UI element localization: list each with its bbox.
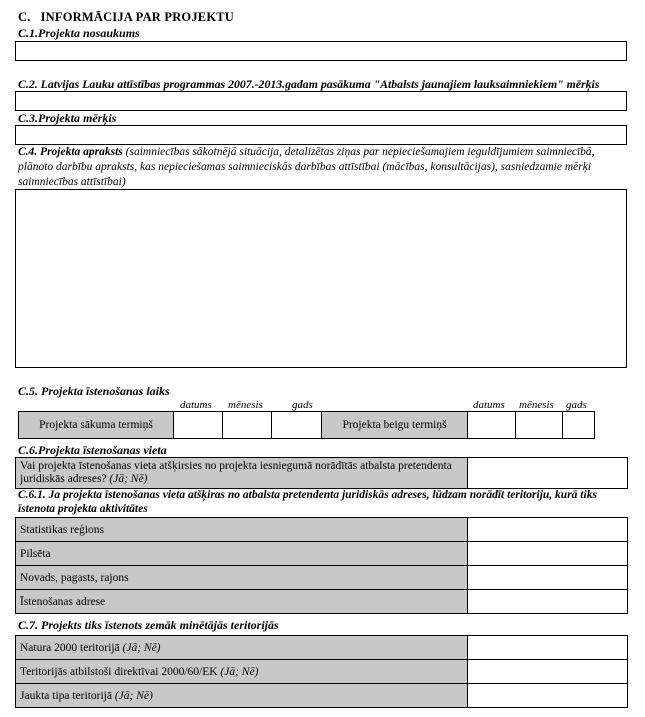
c61-row-label: Pilsēta [16, 542, 468, 566]
c6-label: C.6.Projekta īstenošanas vieta [18, 443, 167, 457]
c5-timeline-table [18, 411, 595, 439]
c7-label: C.7. Projekts tiks īstenots zemāk minētājās teritorijās [18, 618, 279, 632]
c5-end-month-header: mēnesis [519, 399, 554, 411]
c4-label-paragraph [18, 145, 618, 190]
c5-start-year-header: gads [292, 399, 313, 411]
c6-table [15, 457, 628, 489]
c5-start-day-cell[interactable] [174, 412, 223, 439]
c7-natura-cell[interactable] [468, 636, 628, 660]
c61-address-cell[interactable] [468, 590, 628, 614]
c7-row-label: Natura 2000 teritorijā (Jā; Nē) [16, 636, 468, 660]
c61-table [15, 517, 628, 614]
c5-end-day-header: datums [473, 399, 505, 411]
c2-program-goal-field[interactable] [15, 91, 627, 111]
c61-row-label: Īstenošanas adrese [16, 590, 468, 614]
c5-start-day-header: datums [180, 399, 212, 411]
c5-start-label: Projekta sākuma termiņš [19, 412, 174, 439]
c61-district-cell[interactable] [468, 566, 628, 590]
section-letter: C. [18, 10, 31, 24]
c4-description: (saimniecības sākotnējā situācija, detalizētas ziņas par nepieciešamajiem ieguldījumiem saimniecībā, plānoto darbību apraksts, kas nepieciešamas saimnieciskās darbības attīstībai (mācības, konsultācijas), sasniedzamie mērķi saimniecības attīstībai) [18, 146, 595, 188]
c5-start-year-cell[interactable] [272, 412, 322, 439]
c4-project-description-field[interactable] [15, 189, 627, 368]
section-heading: INFORMĀCIJA PAR PROJEKTU [40, 10, 235, 24]
c5-label: C.5. Projekta īstenošanas laiks [18, 384, 170, 398]
c6-question-cell [16, 458, 468, 489]
c7-row-label: Jaukta tipa teritorijā (Jā; Nē) [16, 684, 468, 708]
c61-city-cell[interactable] [468, 542, 628, 566]
c61-row-label: Statistikas reģions [16, 518, 468, 542]
c6-question-hint: (Jā; Nē) [106, 473, 148, 485]
c5-end-year-header: gads [566, 399, 587, 411]
c5-end-year-cell[interactable] [563, 412, 595, 439]
c7-row-label: Teritorijās atbilstoši direktīvai 2000/60/EK (Jā; Nē) [16, 660, 468, 684]
c7-table [15, 635, 628, 708]
c61-row-label: Novads, pagasts, rajons [16, 566, 468, 590]
c5-start-month-cell[interactable] [223, 412, 272, 439]
c1-label: C.1.Projekta nosaukums [18, 26, 140, 40]
c4-label: C.4. Projekta apraksts [18, 146, 123, 158]
c3-project-goal-field[interactable] [15, 125, 627, 145]
c7-directive-cell[interactable] [468, 660, 628, 684]
c1-project-name-field[interactable] [15, 41, 627, 61]
c5-end-label: Projekta beigu termiņš [322, 412, 468, 439]
c6-question: Vai projekta īstenošanas vieta atšķirsies no projekta iesniegumā norādītās atbalsta pretendenta juridiskās adreses? [20, 460, 452, 485]
c2-label: C.2. Latvijas Lauku attīstības programmas 2007.-2013.gadam pasākuma "Atbalsts jaunajiem lauksaimniekiem" mērķis [18, 77, 600, 91]
c5-start-month-header: mēnesis [228, 399, 263, 411]
c7-mixed-cell[interactable] [468, 684, 628, 708]
c61-statistical-region-cell[interactable] [468, 518, 628, 542]
section-title [18, 10, 234, 25]
c5-end-month-cell[interactable] [516, 412, 563, 439]
c3-label: C.3.Projekta mērķis [18, 111, 117, 125]
c6-answer-cell[interactable] [468, 458, 628, 489]
c5-end-day-cell[interactable] [468, 412, 516, 439]
c61-label: C.6.1. Ja projekta īstenošanas vieta atšķiras no atbalsta pretendenta juridiskās adreses, lūdzam norādīt teritoriju, kurā tiks īstenota projekta aktivitātes [18, 489, 597, 515]
